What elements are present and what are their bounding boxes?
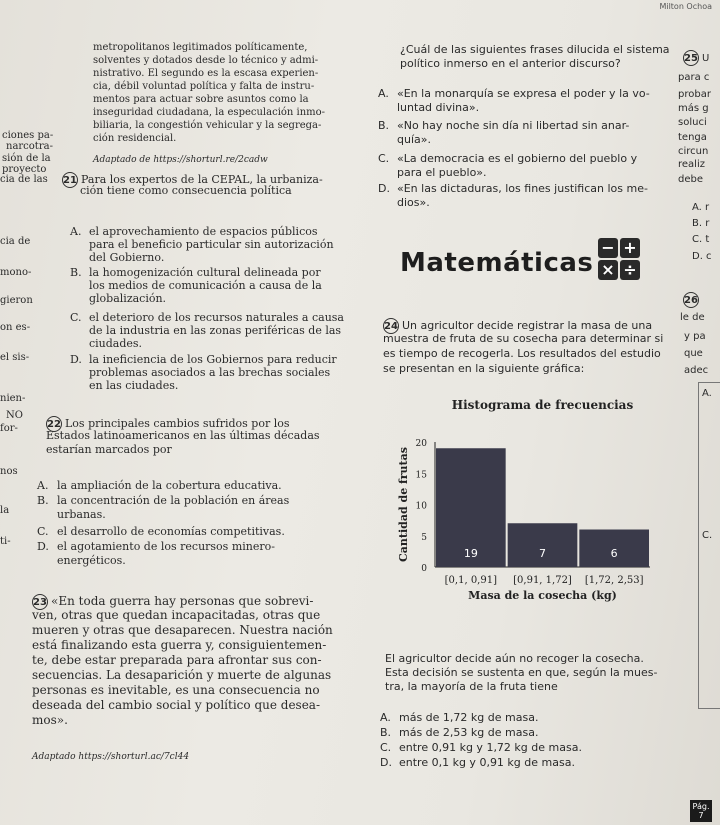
question-24-text: El agricultor decide aún no recoger la cosecha. — [385, 652, 644, 665]
question-21-stem: 21 Para los expertos de la CEPAL, la urbaniza- — [63, 173, 323, 186]
edge-fragment: A. — [702, 388, 712, 399]
option-text: «En las dictaduras, los fines justifican los me- — [397, 182, 648, 195]
page-number-badge: Pág. 7 — [690, 800, 712, 822]
edge-fragment: debe — [678, 174, 703, 185]
option-letter: B. — [37, 494, 49, 507]
question-22-stem: Estados latinoamericanos en las últimas décadas — [46, 429, 320, 442]
option-text: ciudades. — [89, 337, 143, 350]
edge-fragment: C. t — [692, 234, 710, 245]
option-letter: D. — [37, 540, 49, 553]
quote-line: te, debe estar preparada para afrontar sus con- — [32, 653, 322, 667]
intro-line: inseguridad ciudadana, la especulación inmo- — [93, 107, 326, 118]
option-letter: B. — [378, 119, 390, 132]
option-letter: A. — [378, 87, 389, 100]
option-letter: B. — [70, 266, 82, 279]
edge-fragment: cia de — [0, 236, 31, 247]
source-citation: Adaptado https://shorturl.ac/7cl44 — [32, 752, 190, 762]
option-text: más de 1,72 kg de masa. — [399, 711, 539, 724]
option-text: entre 0,1 kg y 0,91 kg de masa. — [399, 756, 575, 769]
histogram-svg — [395, 395, 655, 625]
quote-line: secuencias. La desaparición y muerte de algunas — [32, 668, 332, 682]
edge-fragment: ciones pa- — [2, 130, 54, 141]
option-letter: A. — [70, 225, 82, 238]
edge-fragment: nien- — [0, 393, 26, 404]
question-24-text: tra, la mayoría de la fruta tiene — [385, 680, 558, 693]
option-text: más de 2,53 kg de masa. — [399, 726, 539, 739]
option-letter: C. — [70, 311, 82, 324]
edge-fragment: proyecto — [2, 164, 47, 175]
intro-line: solventes y dotados desde lo técnico y admi- — [93, 55, 319, 66]
option-text: la homogenización cultural delineada por — [89, 266, 321, 279]
edge-fragment: soluci — [678, 117, 707, 128]
y-tick-label: 15 — [415, 470, 427, 481]
plus-icon: + — [620, 238, 640, 258]
edge-fragment: for- — [0, 423, 18, 434]
histogram-bar — [508, 523, 578, 567]
option-text: el desarrollo de economías competitivas. — [57, 525, 285, 538]
option-letter: D. — [70, 353, 82, 366]
y-tick-label: 10 — [415, 501, 427, 512]
quote-line: está finalizando esta guerra y, consiguientemen- — [32, 638, 327, 652]
chart-title: Histograma de frecuencias — [451, 398, 634, 412]
option-text: los medios de comunicación a causa de la — [89, 279, 322, 292]
question-24-stem: 24 Un agricultor decide registrar la masa de una — [384, 319, 653, 332]
bar-value-label: 6 — [610, 547, 618, 560]
x-tick-label: [0,1, 0,91] — [444, 575, 498, 586]
option-text: quía». — [397, 133, 431, 146]
option-text: en las ciudades. — [89, 379, 179, 392]
edge-fragment: más g — [678, 103, 709, 114]
edge-fragment: nos — [0, 466, 18, 477]
intro-line: ción residencial. — [93, 133, 177, 144]
option-text: para el pueblo». — [397, 166, 487, 179]
edge-fragment: que — [684, 348, 703, 359]
option-text: luntad divina». — [397, 101, 480, 114]
edge-fragment: mono- — [0, 267, 32, 278]
option-letter: C. — [380, 741, 392, 754]
question-number: 25 U — [683, 50, 709, 66]
intro-line: cia, débil voluntad política y falta de instru- — [93, 81, 315, 92]
question-24-stem: muestra de fruta de su cosecha para determinar si — [383, 332, 664, 345]
edge-fragment: gieron — [0, 295, 33, 306]
edge-fragment: on es- — [0, 322, 31, 333]
option-text: «En la monarquía se expresa el poder y la vo- — [397, 87, 650, 100]
option-text: urbanas. — [57, 508, 106, 521]
question-stem: ¿Cuál de las siguientes frases dilucida el sistema — [400, 43, 670, 56]
x-tick-label: [0,91, 1,72] — [513, 575, 572, 586]
edge-fragment: adec — [684, 365, 709, 376]
quote-line: mueren y otras que desaparecen. Nuestra nación — [32, 623, 333, 637]
question-24-stem: es tiempo de recogerla. Los resultados del estudio — [383, 347, 661, 360]
question-22-stem: 22 Los principales cambios sufridos por los — [47, 417, 290, 430]
minus-icon: − — [598, 238, 618, 258]
question-number: 21 — [62, 172, 78, 188]
option-text: la ampliación de la cobertura educativa. — [57, 479, 282, 492]
edge-fragment: para c — [678, 72, 710, 83]
option-text: dios». — [397, 196, 430, 209]
option-text: entre 0,91 kg y 1,72 kg de masa. — [399, 741, 582, 754]
edge-fragment: probar — [678, 89, 711, 100]
option-text: de la industria en las zonas periféricas de las — [89, 324, 342, 337]
option-text: para el beneficio particular sin autorización — [89, 238, 334, 251]
divide-icon: ÷ — [620, 260, 640, 280]
option-letter: D. — [378, 182, 390, 195]
option-letter: C. — [378, 152, 390, 165]
question-24-stem: se presentan en la siguiente gráfica: — [383, 362, 585, 375]
edge-fragment: realiz — [678, 159, 705, 170]
quote-line: deseada del cambio social y político que desea- — [32, 698, 321, 712]
y-axis-label: Cantidad de frutas — [397, 447, 410, 562]
edge-fragment: A. r — [692, 202, 710, 213]
option-text: «No hay noche sin día ni libertad sin anar- — [397, 119, 630, 132]
edge-fragment: sión de la — [2, 153, 51, 164]
edge-fragment: circun — [678, 146, 709, 157]
question-22-stem: estarían marcados por — [46, 443, 172, 456]
answer-box — [698, 382, 720, 709]
x-tick-label: [1,72, 2,53] — [584, 575, 644, 586]
edge-fragment: B. r — [692, 218, 710, 229]
option-text: el agotamiento de los recursos minero- — [57, 540, 275, 553]
option-text: «La democracia es el gobierno del pueblo y — [397, 152, 638, 165]
question-number: 24 — [383, 318, 399, 334]
y-tick-label: 0 — [421, 564, 427, 574]
intro-line: biliaria, la congestión vehicular y la segrega- — [93, 120, 322, 131]
question-number: 22 — [46, 416, 62, 432]
edge-fragment: NO — [6, 410, 23, 421]
option-letter: C. — [37, 525, 49, 538]
option-letter: D. — [380, 756, 392, 769]
edge-fragment: el sis- — [0, 352, 30, 363]
option-text: el deterioro de los recursos naturales a causa — [89, 311, 344, 324]
option-text: globalización. — [89, 292, 167, 305]
histogram-chart — [395, 395, 655, 625]
option-text: energéticos. — [57, 554, 126, 567]
option-text: el aprovechamiento de espacios públicos — [89, 225, 318, 238]
edge-fragment: C. — [702, 530, 713, 541]
question-23-stem: 23 «En toda guerra hay personas que sobrevi- — [33, 594, 314, 608]
edge-fragment: ti- — [0, 536, 11, 547]
question-24-text: Esta decisión se sustenta en que, según la mues- — [385, 666, 658, 679]
edge-fragment: cia de las — [0, 174, 48, 185]
quote-line: ven, otras que quedan incapacitadas, otras que — [32, 608, 321, 622]
edge-fragment: narcotra- — [6, 141, 53, 152]
intro-line: nistrativo. El segundo es la escasa experien- — [93, 68, 319, 79]
option-text: la concentración de la población en áreas — [57, 494, 290, 507]
multiply-icon: × — [598, 260, 618, 280]
question-stem: político inmerso en el anterior discurso? — [400, 57, 621, 70]
intro-line: mentos para actuar sobre asuntos como la — [93, 94, 309, 105]
option-letter: A. — [380, 711, 391, 724]
option-letter: B. — [380, 726, 392, 739]
option-text: problemas asociados a las brechas sociales — [89, 366, 331, 379]
bar-value-label: 7 — [539, 547, 546, 560]
edge-fragment: y pa — [684, 331, 706, 342]
corner-tag: Milton Ochoa — [659, 2, 712, 11]
y-tick-label: 20 — [415, 439, 427, 449]
edge-fragment: D. c — [692, 251, 712, 262]
option-letter: A. — [37, 479, 49, 492]
bar-value-label: 19 — [463, 547, 478, 560]
edge-fragment: la — [0, 505, 10, 516]
quote-line: personas es inevitable, es una consecuencia no — [32, 683, 320, 697]
section-title: Matemáticas — [400, 248, 594, 278]
edge-fragment: tenga — [678, 132, 707, 143]
question-21-stem: ción tiene como consecuencia política — [80, 184, 292, 197]
source-citation: Adaptado de https://shorturl.re/2cadw — [93, 155, 268, 165]
edge-fragment: le de — [680, 312, 705, 323]
question-number: 26 — [683, 292, 702, 308]
option-text: del Gobierno. — [89, 251, 165, 264]
option-text: la ineficiencia de los Gobiernos para reducir — [89, 353, 337, 366]
quote-line: mos». — [32, 713, 68, 727]
question-number: 23 — [32, 594, 48, 610]
intro-line: metropolitanos legitimados políticamente, — [93, 42, 308, 53]
x-axis-label: Masa de la cosecha (kg) — [468, 589, 617, 602]
y-tick-label: 5 — [421, 532, 427, 543]
